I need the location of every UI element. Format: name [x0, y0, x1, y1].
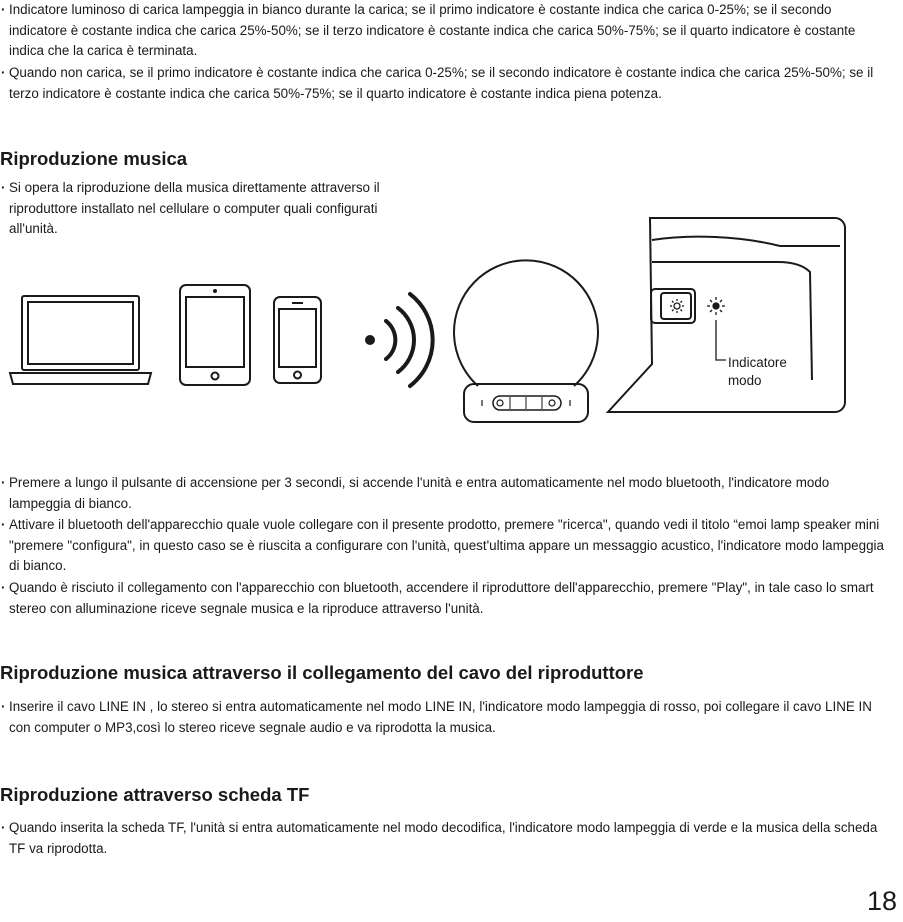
tf-bullet: · Quando inserita la scheda TF, l'unità si entra automaticamente nel modo decodifica, l'indicatore modo lampeggia di verde e la musica della scheda TF va riprodotta. — [0, 818, 890, 859]
zoom-callout — [608, 218, 845, 412]
laptop-icon — [10, 296, 151, 384]
sun-indicator-icon — [670, 299, 684, 313]
section-title-tf: Riproduzione attraverso scheda TF — [0, 784, 310, 805]
music-bullet-3: · Quando è risciuto il collegamento con l'apparecchio con bluetooth, accendere il riproduttore dell'apparecchio, premere "Play", in tale caso lo smart stereo con alluminazione riceve segnale musica e la riproduce attraverso l'unità. — [0, 578, 890, 619]
not-charging-bullet: · Quando non carica, se il primo indicatore è costante indica che carica 0-25%; se il secondo indicatore è costante indica che carica 25%-50%; se il terzo indicatore è costante indica che carica 50%-75%; se il quarto indicatore è costante indica piena potenza. — [0, 63, 890, 104]
music-intro-bullet: · Si opera la riproduzione della musica direttamente attraverso il riproduttore installato nel cellulare o computer quali configurati all'unità. — [0, 178, 395, 240]
line-in-bullet: · Inserire il cavo LINE IN , lo stereo si entra automaticamente nel modo LINE IN, l'indicatore modo lampeggia di rosso, poi collegare il cavo LINE IN con computer o MP3,così lo stereo riceve segnale audio e va riprodotta la musica. — [0, 697, 890, 738]
charge-indicator-bullet: · Indicatore luminoso di carica lampeggia in bianco durante la carica; se il primo indicatore è costante indica che carica 0-25%; se il secondo indicatore è costante indica che carica 25%-50%; se il terzo indicatore è costante indica che carica 50%-75%; se il quarto indicatore è costante indica che la carica è terminata. — [0, 0, 890, 62]
speaker-lamp-icon — [454, 260, 598, 422]
music-bullet-2: · Attivare il bluetooth dell'apparecchio quale vuole collegare con il presente prodotto, premere "ricerca", quando vedi il titolo “emoi lamp speaker mini "premere "configura", in questo caso se è riuscita a configurare con l'unità, quest'ultima appare un messaggio acustico, l'indicatore modo lampeggia di bianco. — [0, 515, 890, 577]
callout-label-line1: Indicatore — [728, 355, 787, 370]
page-number: 18 — [866, 886, 897, 916]
wireless-signal-icon — [365, 294, 433, 386]
callout-label-line2: modo — [728, 373, 762, 388]
tablet-icon — [180, 285, 250, 385]
section-title-line-in: Riproduzione musica attraverso il collegamento del cavo del riproduttore — [0, 662, 644, 683]
section-title-music: Riproduzione musica — [0, 148, 188, 169]
music-bullet-1: · Premere a lungo il pulsante di accensione per 3 secondi, si accende l'unità e entra automaticamente nel modo bluetooth, l'indicatore modo lampeggia di bianco. — [0, 473, 890, 514]
mode-indicator-icon — [707, 297, 726, 360]
phone-icon — [274, 297, 321, 383]
